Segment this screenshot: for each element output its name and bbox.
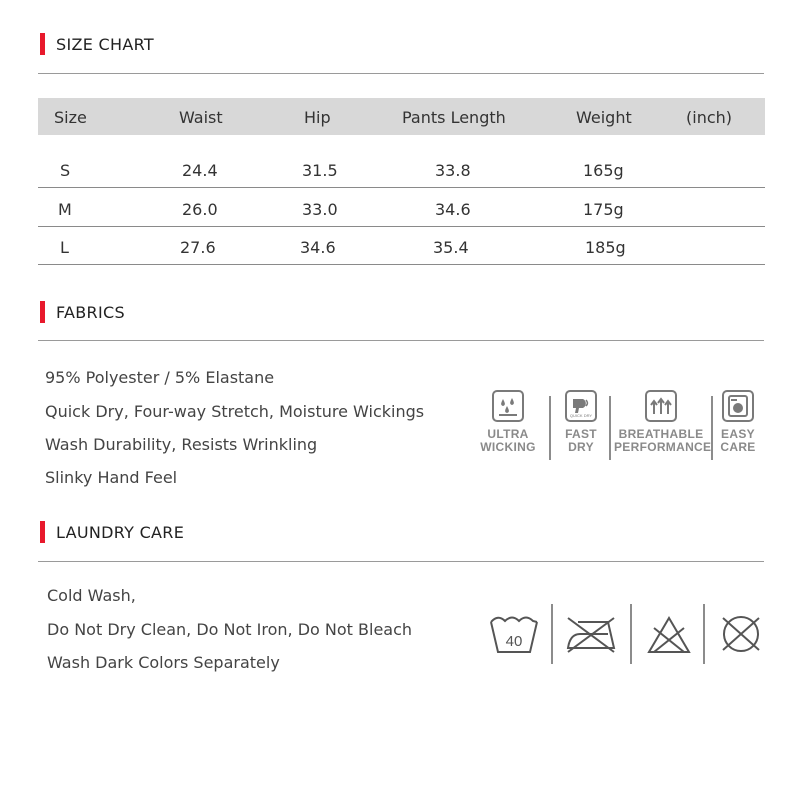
fabric-feature-line: Slinky Hand Feel: [45, 468, 178, 487]
column-header-size: Size: [54, 108, 87, 127]
feature-label: ULTRA WICKING: [480, 427, 536, 454]
weight-cell: 175g: [583, 200, 624, 219]
separator: [551, 604, 553, 664]
do-not-iron-icon: [564, 612, 618, 661]
hip-cell: 31.5: [302, 161, 338, 180]
waist-cell: 24.4: [182, 161, 218, 180]
waist-cell: 26.0: [182, 200, 218, 219]
feature-easy-care: [716, 390, 760, 454]
washing-machine-icon: [722, 390, 754, 422]
fabric-feature-line: Quick Dry, Four-way Stretch, Moisture Wickings: [45, 402, 425, 421]
laundry-instruction: Cold Wash,: [47, 586, 136, 605]
divider: [38, 340, 764, 341]
section-title: LAUNDRY CARE: [56, 523, 185, 542]
hair-dryer-icon: [565, 390, 597, 422]
column-header-unit: (inch): [686, 108, 733, 127]
pants-length-cell: 33.8: [435, 161, 471, 180]
hip-cell: 33.0: [302, 200, 338, 219]
feature-fast-dry: [558, 390, 604, 454]
wash-40-icon: [488, 612, 540, 661]
divider: [38, 73, 764, 74]
pants-length-cell: 35.4: [433, 238, 469, 257]
size-cell: S: [60, 161, 71, 180]
separator: [703, 604, 705, 664]
feature-label: BREATHABLE PERFORMANCE: [614, 427, 712, 454]
hip-cell: 34.6: [300, 238, 336, 257]
section-title: SIZE CHART: [56, 35, 154, 54]
accent-bar: [40, 33, 45, 55]
breathable-arrows-icon: [645, 390, 677, 422]
column-header-waist: Waist: [179, 108, 223, 127]
wash-temperature: 40: [505, 633, 523, 650]
section-title: FABRICS: [56, 303, 125, 322]
size-table-header: [38, 98, 765, 135]
separator: [711, 396, 713, 460]
row-divider: [38, 187, 765, 188]
size-cell: M: [58, 200, 72, 219]
accent-bar: [40, 521, 45, 543]
weight-cell: 165g: [583, 161, 624, 180]
divider: [38, 561, 764, 562]
column-header-hip: Hip: [304, 108, 331, 127]
laundry-instruction: Wash Dark Colors Separately: [47, 653, 280, 672]
pants-length-cell: 34.6: [435, 200, 471, 219]
column-header-weight: Weight: [576, 108, 632, 127]
separator: [630, 604, 632, 664]
fabric-feature-line: Wash Durability, Resists Wrinkling: [45, 435, 318, 454]
feature-label: EASY CARE: [720, 427, 756, 454]
quick-dry-icon-text: QUICK DRY: [569, 413, 593, 418]
column-header-pants-length: Pants Length: [402, 108, 506, 127]
row-divider: [38, 226, 765, 227]
separator: [609, 396, 611, 460]
feature-ultra-wicking: [480, 390, 536, 454]
accent-bar: [40, 301, 45, 323]
row-divider: [38, 264, 765, 265]
feature-breathable-performance: [614, 390, 712, 454]
fabric-composition: 95% Polyester / 5% Elastane: [45, 368, 275, 387]
separator: [549, 396, 551, 460]
feature-label: FAST DRY: [565, 427, 597, 454]
laundry-instruction: Do Not Dry Clean, Do Not Iron, Do Not Bleach: [47, 620, 413, 639]
weight-cell: 185g: [585, 238, 626, 257]
waist-cell: 27.6: [180, 238, 216, 257]
size-cell: L: [60, 238, 69, 257]
do-not-bleach-icon: [646, 612, 692, 661]
water-drops-icon: [492, 390, 524, 422]
do-not-dry-clean-icon: [718, 612, 764, 661]
